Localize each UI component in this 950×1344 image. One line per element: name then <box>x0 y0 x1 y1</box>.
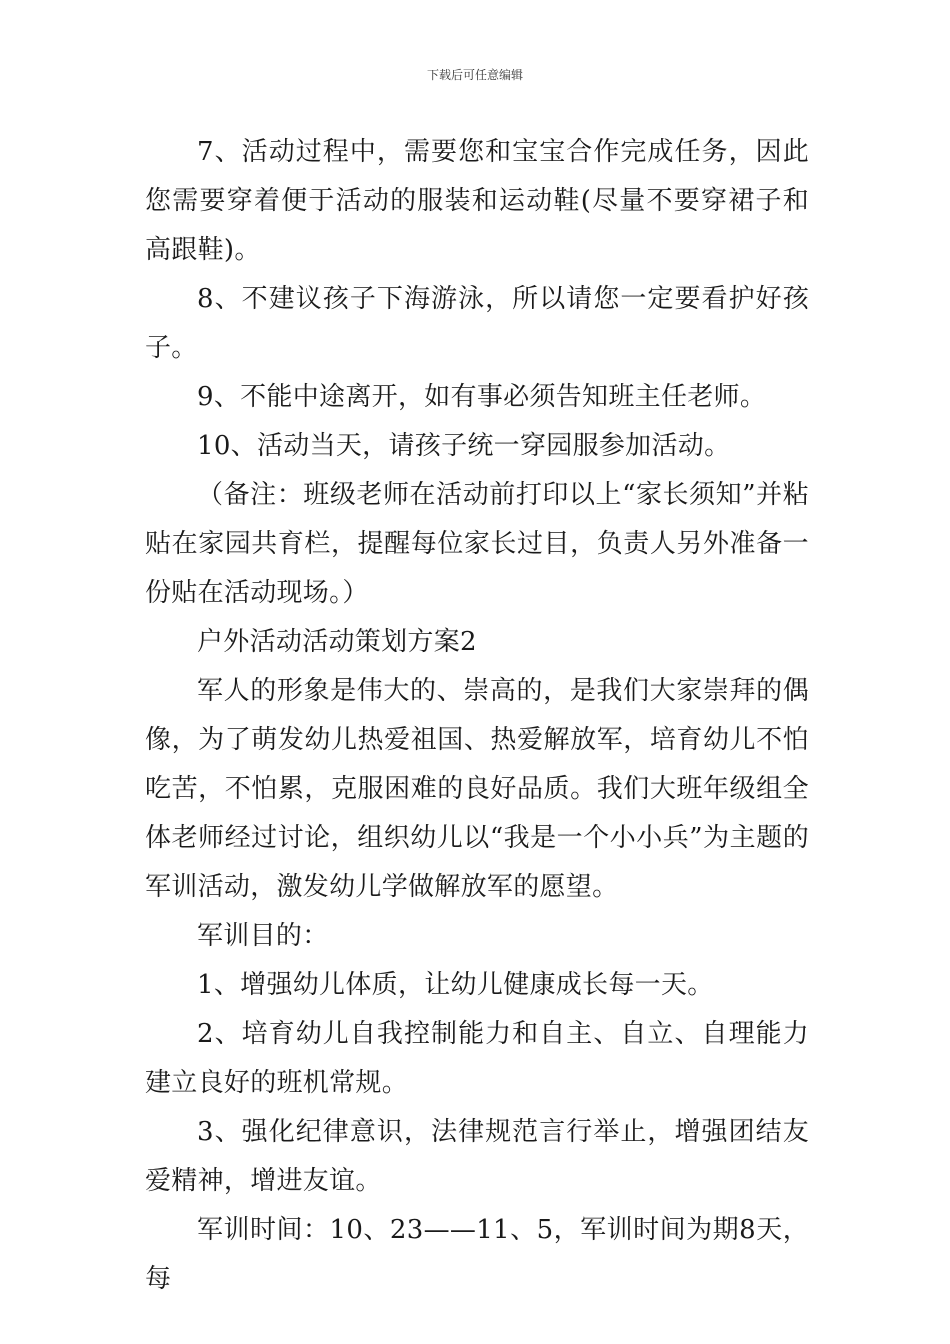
paragraph-training-time: 军训时间：10、23——11、5，军训时间为期8天，每 <box>145 1215 809 1294</box>
paragraph-item-8: 8、不建议孩子下海游泳，所以请您一定要看护好孩子。 <box>145 284 809 363</box>
paragraph-item-10: 10、活动当天，请孩子统一穿园服参加活动。 <box>197 431 731 461</box>
section-title: 户外活动活动策划方案2 <box>197 627 477 657</box>
paragraph-purpose-heading: 军训目的： <box>197 921 329 951</box>
paragraph-item-9: 9、不能中途离开，如有事必须告知班主任老师。 <box>197 382 767 412</box>
paragraph-purpose-3: 3、强化纪律意识，法律规范言行举止，增强团结友爱精神，增进友谊。 <box>145 1117 809 1196</box>
paragraph-item-7: 7、活动过程中，需要您和宝宝合作完成任务，因此您需要穿着便于活动的服装和运动鞋(尽量不要穿裙子和高跟鞋)。 <box>145 137 809 265</box>
paragraph-purpose-1: 1、增强幼儿体质，让幼儿健康成长每一天。 <box>197 970 714 1000</box>
paragraph-purpose-2: 2、培育幼儿自我控制能力和自主、自立、自理能力建立良好的班机常规。 <box>145 1019 809 1098</box>
paragraph-remark: （备注：班级老师在活动前打印以上“家长须知”并粘贴在家园共育栏，提醒每位家长过目，负责人另外准备一份贴在活动现场。） <box>145 480 809 608</box>
page-header-note: 下载后可任意编辑 <box>426 68 523 82</box>
document-body <box>145 128 809 1304</box>
paragraph-intro: 军人的形象是伟大的、崇高的，是我们大家崇拜的偶像，为了萌发幼儿热爱祖国、热爱解放军，培育幼儿不怕吃苦，不怕累，克服困难的良好品质。我们大班年级组全体老师经过讨论，组织幼儿以“我是一个小小兵”为主题的军训活动，激发幼儿学做解放军的愿望。 <box>145 676 809 902</box>
